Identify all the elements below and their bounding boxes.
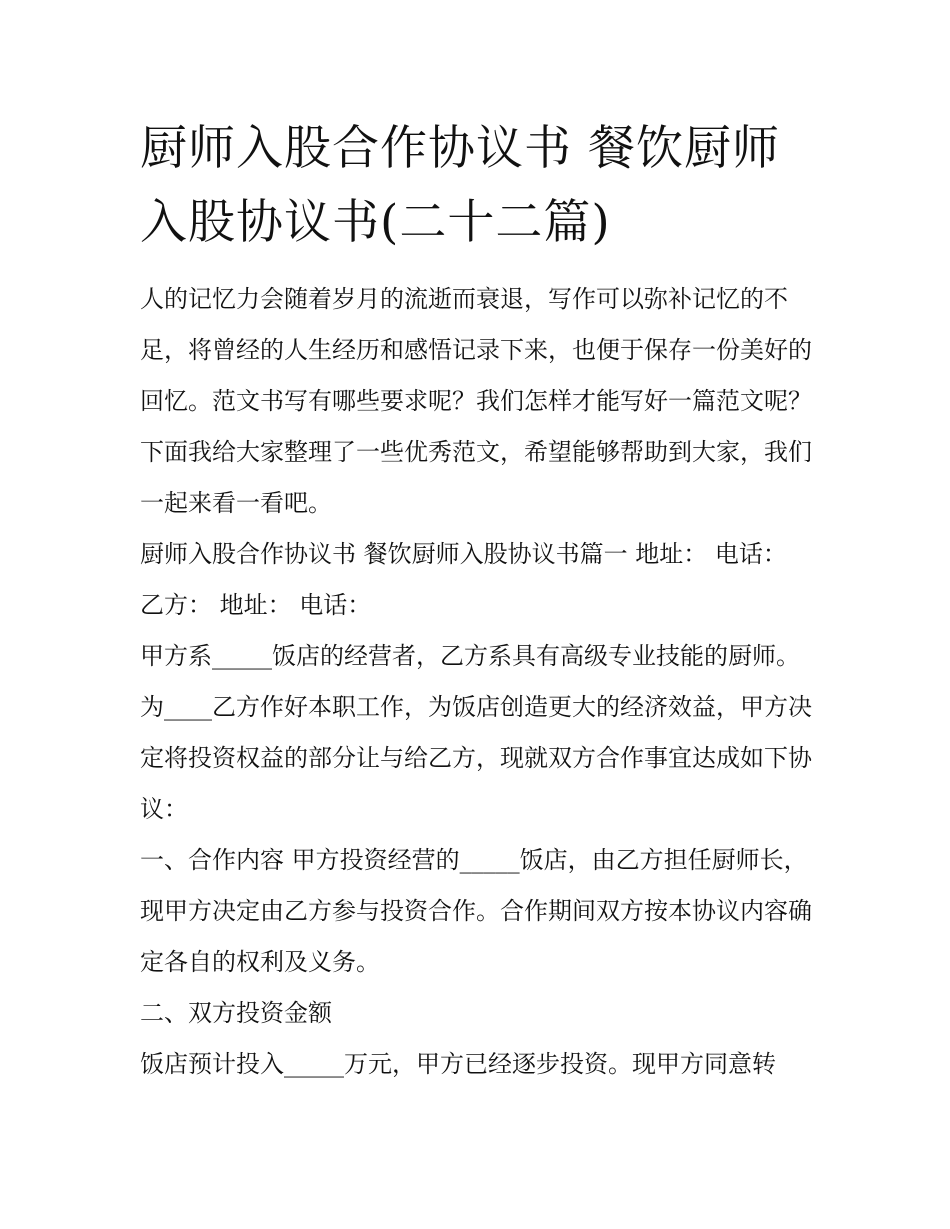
intro-paragraph: 人的记忆力会随着岁月的流逝而衰退，写作可以弥补记忆的不足，将曾经的人生经历和感悟记录下来，也便于保存一份美好的回忆。范文书写有哪些要求呢？我们怎样才能写好一篇范文呢？下面我给大家整理了一些优秀范文，希望能够帮助到大家，我们一起来看一看吧。 — [140, 285, 812, 517]
document-title: 厨师入股合作协议书 餐饮厨师入股协议书(二十二篇) — [140, 121, 780, 250]
preamble-paragraph: 甲方系_____饭店的经营者，乙方系具有高级专业技能的厨师。为____乙方作好本职工作，为饭店创造更大的经济效益，甲方决定将投资权益的部分让与给乙方，现就双方合作事宜达成如下协议： — [140, 642, 812, 823]
clause-investment-text: 饭店预计投入_____万元，甲方已经逐步投资。现甲方同意转 — [140, 1050, 776, 1078]
clause-investment-heading: 二、双方投资金额 — [140, 999, 332, 1027]
document-page — [140, 112, 816, 1090]
clause-cooperation-content: 一、合作内容 甲方投资经营的_____饭店，由乙方担任厨师长，现甲方决定由乙方参与投资合作。合作期间双方按本协议内容确定各自的权利及义务。 — [140, 846, 812, 976]
party-b-line: 乙方： 地址： 电话： — [140, 591, 372, 619]
section-heading-party-a: 厨师入股合作协议书 餐饮厨师入股协议书篇一 地址： 电话： — [140, 540, 787, 568]
